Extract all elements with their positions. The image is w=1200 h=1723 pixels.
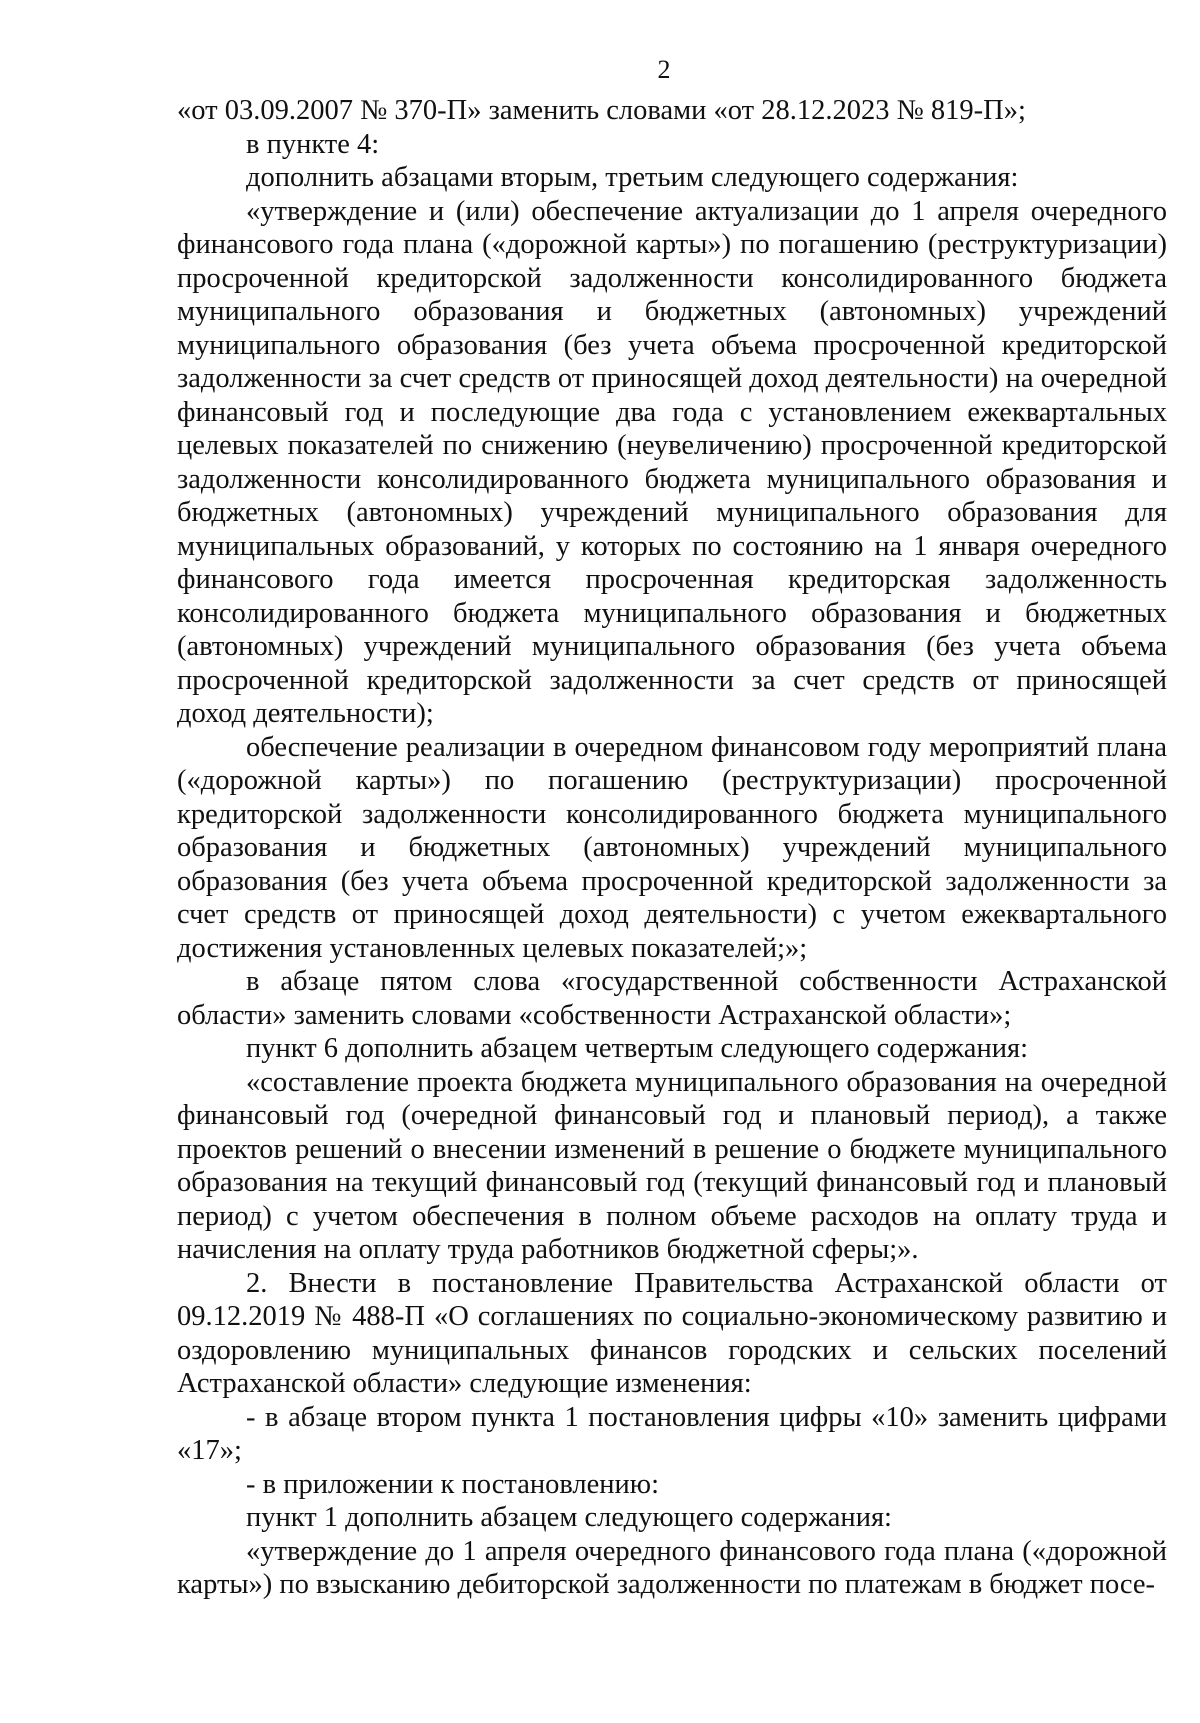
paragraph-8: «составление проекта бюджета муниципального образования на очередной финансовый год (очередной финансовый год и плановый период), а также проектов решений о внесении изменений в решение о бюджете муниципального образования на текущий финансовый год (текущий финансовый год и плановый период) с учетом обеспечения в полном объеме расходов на оплату труда и начисления на оплату труда работников бюджетной сферы;». (177, 1066, 1167, 1265)
paragraph-12: пункт 1 дополнить абзацем следующего содержания: (246, 1502, 892, 1533)
document-body (177, 94, 1167, 1602)
paragraph-1: «от 03.09.2007 № 370-П» заменить словами «от 28.12.2023 № 819-П»; (177, 95, 1026, 126)
paragraph-7: пункт 6 дополнить абзацем четвертым следующего содержания: (246, 1033, 1028, 1064)
paragraph-4: «утверждение и (или) обеспечение актуализации до 1 апреля очередного финансового года плана («дорожной карты») по погашению (реструктуризации) просроченной кредиторской задолженности консолидированного бюджета муниципального образования и бюджетных (автономных) учреждений муниципального образования (без учета объема просроченной кредиторской задолженности за счет средств от приносящей доход деятельности) на очередной финансовый год и последующие два года с установлением ежеквартальных целевых показателей по снижению (неувеличению) просроченной кредиторской задолженности консолидированного бюджета муниципального образования и бюджетных (автономных) учреждений муниципального образования для муниципальных образований, у которых по состоянию на 1 января очередного финансового года имеется просроченная кредиторская задолженность консолидированного бюджета муниципального образования и бюджетных (автономных) учреждений муниципального образования (без учета объема просроченной кредиторской задолженности за счет средств от приносящей доход деятельности); (177, 195, 1167, 729)
page-number: 2 (657, 55, 671, 84)
paragraph-3: дополнить абзацами вторым, третьим следующего содержания: (246, 162, 1019, 193)
paragraph-9: 2. Внести в постановление Правительства Астраханской области от 09.12.2019 № 488-П «О соглашениях по социально-экономическому развитию и оздоровлению муниципальных финансов городских и сельских поселений Астраханской области» следующие изменения: (177, 1267, 1167, 1399)
paragraph-2: в пункте 4: (246, 128, 380, 160)
paragraph-11: - в приложении к постановлению: (246, 1468, 660, 1500)
paragraph-6: в абзаце пятом слова «государственной собственности Астраханской области» заменить словами «собственности Астраханской области»; (177, 966, 1167, 1031)
paragraph-10: - в абзаце втором пункта 1 постановления цифры «10» заменить цифрами «17»; (177, 1401, 1167, 1466)
paragraph-5: обеспечение реализации в очередном финансовом году мероприятий плана («дорожной карты») по погашению (реструктуризации) просроченной кредиторской задолженности консолидированного бюджета муниципального образования и бюджетных (автономных) учреждений муниципального образования (без учета объема просроченной кредиторской задолженности за счет средств от приносящей доход деятельности) с учетом ежеквартального достижения установленных целевых показателей;»; (177, 731, 1167, 964)
paragraph-13: «утверждение до 1 апреля очередного финансового года плана («дорожной карты») по взысканию дебиторской задолженности по платежам в бюджет посе- (177, 1535, 1167, 1600)
